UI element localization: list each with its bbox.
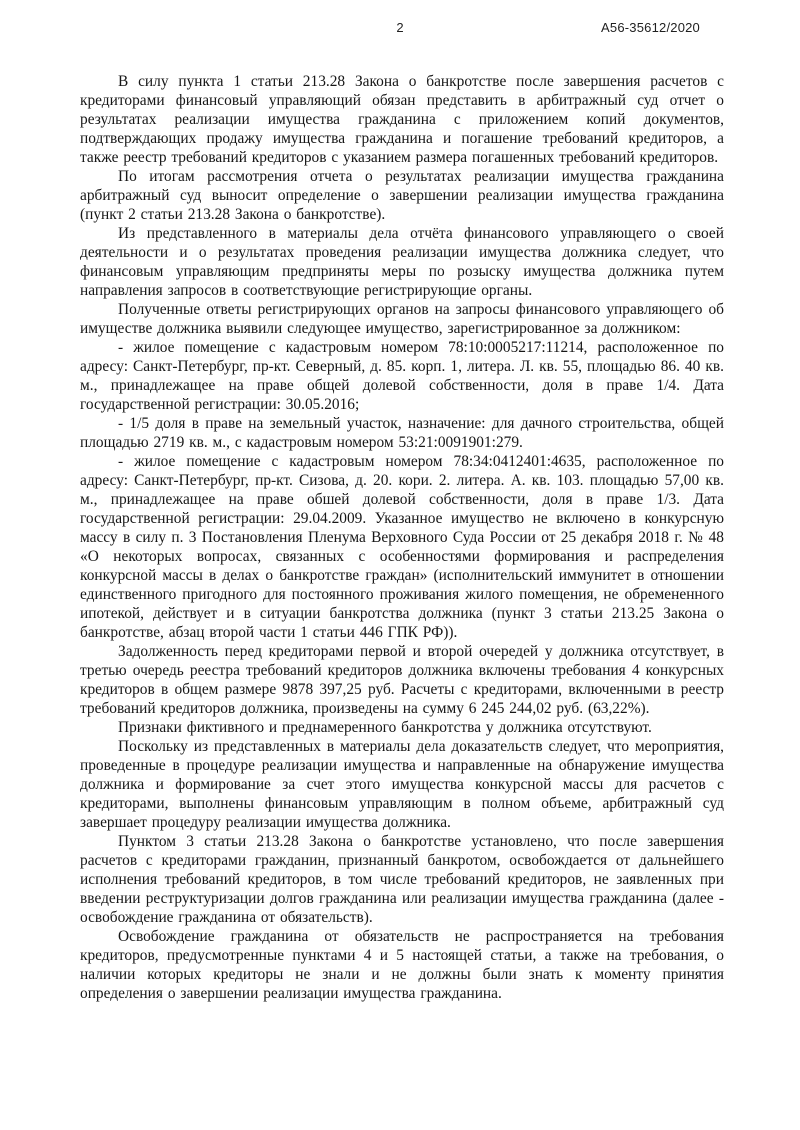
paragraph-property-item-2: - 1/5 доля в праве на земельный участок, назначение: для дачного строительства, общей площадью 2719 кв. м., с кадастровым номером 53:21:0091901:279.: [80, 415, 724, 451]
case-number: А56-35612/2020: [601, 20, 700, 35]
paragraph-report-review: По итогам рассмотрения отчета о результатах реализации имущества гражданина арбитражный суд выносит определение о завершении реализации имущества гражданина (пункт 2 статьи 213.28 Закона о банкротстве).: [80, 168, 724, 223]
paragraph-manager-report: Из представленного в материалы дела отчёта финансового управляющего о своей деятельности и о результатах проведения реализации имущества должника следует, что финансовым управляющим предприняты меры по розыску имущества должника путем направления запросов в соответствующие регистрирующие органы.: [80, 225, 724, 299]
document-body: [80, 72, 724, 1003]
paragraph-procedure-completion: Поскольку из представленных в материалы дела доказательств следует, что мероприятия, проведенные в процедуре реализации имущества и направленные на обнаружение имущества должника и формирование за счет этого имущества конкурсной массы для расчетов с кредиторами, выполнены финансовым управляющим в полном объеме, арбитражный суд завершает процедуру реализации имущества должника.: [80, 738, 724, 831]
paragraph-property-item-3: - жилое помещение с кадастровым номером 78:34:0412401:4635, расположенное по адресу: Санкт-Петербург, пр-кт. Сизова, д. 20. кори. 2. литера. А. кв. 103. площадью 57,00 кв. м., принадлежащее на праве обшей долевой собственности, доля в праве 1/3. Дата государственной регистрации: 29.04.2009. Указанное имущество не включено в конкурсную массу в силу п. 3 Постановления Пленума Верховного Суда России от 25 декабря 2018 г. № 48 «О некоторых вопросах, связанных с особенностями формирования и распределения конкурсной массы в делах о банкротстве граждан» (исполнительский иммунитет в отношении единственного пригодного для постоянного проживания жилого помещения, не обремененного ипотекой, действует и в ситуации банкротства должника (пункт 3 статьи 213.25 Закона о банкротстве, абзац второй части 1 статьи 446 ГПК РФ)).: [80, 453, 724, 641]
paragraph-law-213-28-p1: В силу пункта 1 статьи 213.28 Закона о банкротстве после завершения расчетов с кредиторами финансовый управляющий обязан представить в арбитражный суд отчет о результатах реализации имущества гражданина с приложением копий документов, подтверждающих продажу имущества гражданина и погашение требований кредиторов, а также реестр требований кредиторов с указанием размера погашенных требований кредиторов.: [80, 73, 724, 166]
paragraph-creditor-debts: Задолженность перед кредиторами первой и второй очередей у должника отсутствует, в третью очередь реестра требований кредиторов должника включены требования 4 конкурсных кредиторов в общем размере 9878 397,25 руб. Расчеты с кредиторами, включенными в реестр требований кредиторов должника, произведены на сумму 6 245 244,02 руб. (63,22%).: [80, 643, 724, 717]
paragraph-no-fictitious-bankruptcy: Признаки фиктивного и преднамеренного банкротства у должника отсутствуют.: [118, 719, 652, 736]
paragraph-release-exceptions: Освобождение гражданина от обязательств не распространяется на требования кредиторов, предусмотренные пунктами 4 и 5 настоящей статьи, а также на требования, о наличии которых кредиторы не знали и не должны были знать к моменту принятия определения о завершении реализации имущества гражданина.: [80, 928, 724, 1002]
paragraph-law-213-28-p3: Пунктом 3 статьи 213.28 Закона о банкротстве установлено, что после завершения расчетов с кредиторами гражданин, признанный банкротом, освобождается от дальнейшего исполнения требований кредиторов, в том числе требований кредиторов, не заявленных при введении реструктуризации долгов гражданина или реализации имущества гражданина (далее - освобождение гражданина от обязательств).: [80, 833, 724, 926]
paragraph-property-item-1: - жилое помещение с кадастровым номером 78:10:0005217:11214, расположенное по адресу: Санкт-Петербург, пр-кт. Северный, д. 85. корп. 1, литера. Л. кв. 55, площадью 86. 40 кв. м., принадлежащее на праве общей долевой собственности, доля в праве 1/4. Дата государственной регистрации: 30.05.2016;: [80, 339, 724, 413]
page-header: [0, 20, 800, 38]
paragraph-registry-responses: Полученные ответы регистрирующих органов на запросы финансового управляющего об имуществе должника выявили следующее имущество, зарегистрированное за должником:: [80, 301, 724, 337]
page-number: 2: [396, 20, 404, 35]
